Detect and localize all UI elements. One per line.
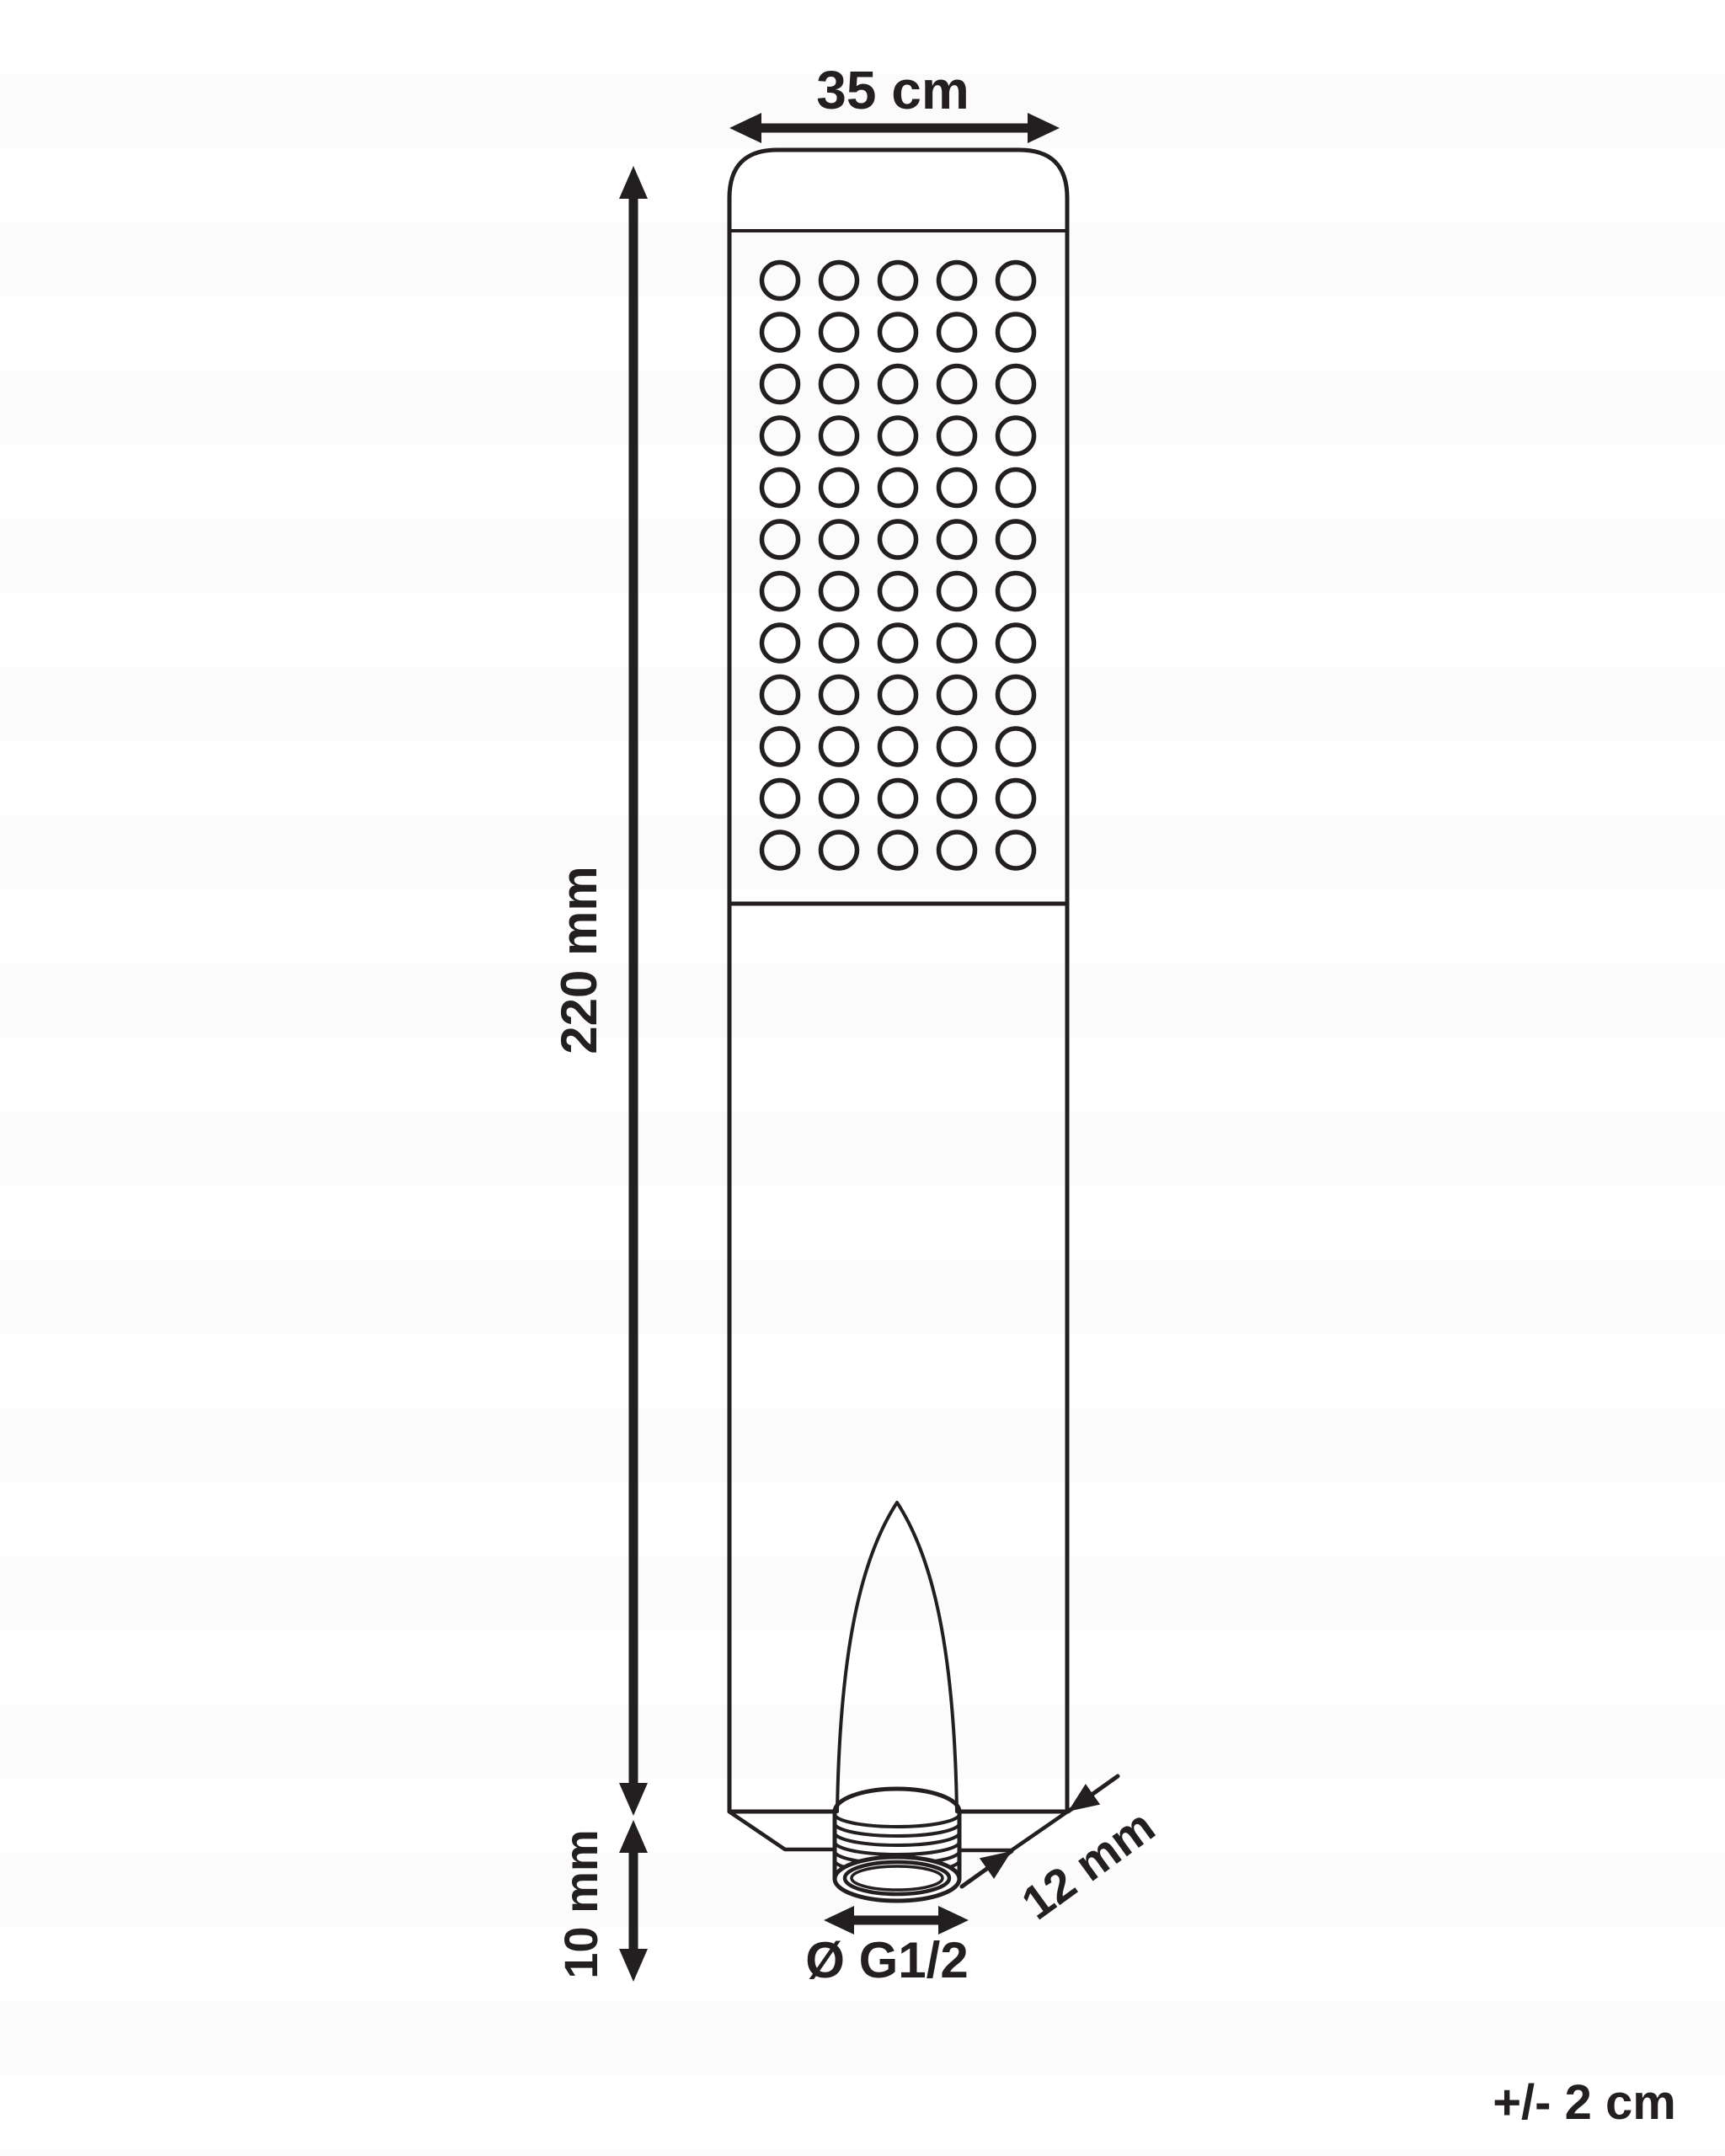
thread-dimension-arrow (824, 1906, 969, 1935)
width-dimension-label: 35 cm (816, 60, 969, 120)
spray-hole (762, 832, 798, 868)
spray-hole (998, 625, 1034, 661)
spray-hole (939, 366, 975, 403)
spray-hole (998, 521, 1034, 558)
shower-body-outline (729, 150, 1067, 1812)
spray-hole (939, 832, 975, 868)
arrow-right-icon (938, 1906, 969, 1935)
spray-hole (821, 625, 857, 661)
length-dimension-arrow (619, 166, 648, 1816)
spray-hole (880, 418, 916, 454)
arrow-right-icon (1028, 113, 1060, 143)
spray-hole (880, 728, 916, 765)
spray-hole (821, 781, 857, 817)
spray-hole (762, 470, 798, 506)
spray-hole (939, 781, 975, 817)
spray-hole (880, 470, 916, 506)
spray-hole (939, 677, 975, 713)
spray-hole (939, 314, 975, 350)
spray-hole (939, 470, 975, 506)
spray-hole (762, 314, 798, 350)
arrow-up-right-icon (980, 1841, 1019, 1879)
spray-hole (880, 314, 916, 350)
spray-hole (939, 263, 975, 299)
spray-hole (880, 781, 916, 817)
spray-hole (998, 418, 1034, 454)
spray-hole (762, 781, 798, 817)
spray-hole (939, 521, 975, 558)
thread-size-label: Ø G1/2 (805, 1932, 969, 1988)
spray-hole (821, 574, 857, 610)
spray-hole (762, 418, 798, 454)
spray-hole (880, 832, 916, 868)
arrow-up-icon (619, 1820, 648, 1853)
spray-hole (880, 521, 916, 558)
spray-hole (998, 314, 1034, 350)
length-dimension-label: 220 mm (551, 866, 607, 1054)
arrow-left-icon (824, 1906, 854, 1935)
spray-hole (762, 263, 798, 299)
tolerance-note: +/- 2 cm (1493, 2075, 1676, 2130)
spray-hole (821, 366, 857, 403)
spray-hole (821, 470, 857, 506)
spray-hole (939, 574, 975, 610)
spray-hole (998, 677, 1034, 713)
arrow-left-icon (729, 113, 761, 143)
spray-hole (821, 521, 857, 558)
spray-hole (821, 314, 857, 350)
thread-connector (835, 1789, 959, 1901)
spray-hole (998, 832, 1034, 868)
spray-hole (762, 625, 798, 661)
arrow-down-icon (619, 1783, 648, 1816)
spray-hole (880, 677, 916, 713)
spray-hole-grid (762, 263, 1034, 869)
thread-top-rim (835, 1789, 959, 1812)
spray-hole (939, 728, 975, 765)
spray-hole (880, 366, 916, 403)
arrow-up-icon (619, 166, 648, 199)
spray-hole (762, 677, 798, 713)
spray-hole (998, 470, 1034, 506)
inner-waterway-cone (837, 1502, 957, 1812)
spray-hole (821, 728, 857, 765)
connector-dimension-arrow (619, 1820, 648, 1982)
spray-hole (821, 263, 857, 299)
spray-hole (998, 781, 1034, 817)
spray-hole (880, 625, 916, 661)
spray-hole (880, 574, 916, 610)
spray-hole (821, 677, 857, 713)
spray-hole (998, 728, 1034, 765)
spray-hole (998, 263, 1034, 299)
spray-hole (762, 728, 798, 765)
connector-height-label: 10 mm (554, 1829, 607, 1979)
spray-hole (939, 625, 975, 661)
spray-hole (762, 366, 798, 403)
spray-hole (939, 418, 975, 454)
spray-hole (998, 574, 1034, 610)
spray-hole (821, 832, 857, 868)
spray-hole (880, 263, 916, 299)
spray-hole (762, 574, 798, 610)
spray-hole (998, 366, 1034, 403)
arrow-down-icon (619, 1949, 648, 1982)
spray-hole (821, 418, 857, 454)
chamfer-depth-label: 12 mm (1012, 1798, 1164, 1930)
spray-hole (762, 521, 798, 558)
